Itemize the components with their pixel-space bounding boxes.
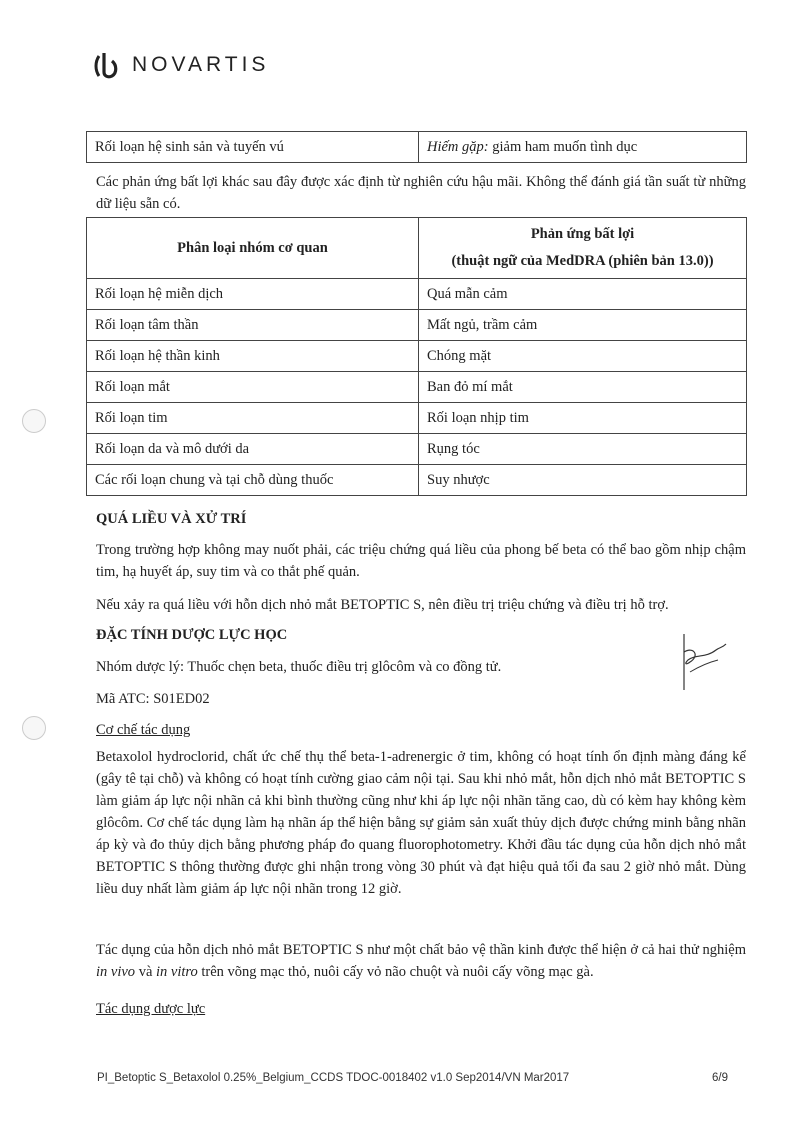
- reaction-cell: Rối loạn nhịp tim: [419, 403, 747, 434]
- adverse-reactions-table-top: [86, 131, 747, 163]
- handwritten-initial-signature: [666, 632, 736, 692]
- organ-class-cell: Rối loạn mắt: [87, 372, 419, 403]
- header-reaction-line1: Phản ứng bất lợi: [530, 226, 635, 242]
- mechanism-paragraph-1: Betaxolol hydroclorid, chất ức chế thụ thể beta-1-adrenergic ở tim, không có hoạt tính ổn định màng đáng kể (gây tê tại chỗ) và không có hoạt tính cường giao cảm nội tại. Sau khi nhỏ mắt, hỗn dịch nhỏ mắt BETOPTIC S làm giảm áp lực nội nhãn cả khi bình thường cũng như khi áp lực nội nhãn tăng cao, dù có kèm hay không kèm glôcôm. Cơ chế tác dụng làm hạ nhãn áp thể hiện bằng sự giảm sản xuất thủy dịch được chứng minh bằng nhãn áp kỳ và đo thủy dịch bằng phương pháp đo quang fluorophotometry. Khởi đầu tác dụng của hỗn dịch nhỏ mắt BETOPTIC S thông thường được ghi nhận trong vòng 30 phút và đạt hiệu quả tối đa sau 2 giờ nhỏ mắt. Dùng liều duy nhất làm giảm áp lực nội nhãn trong 12 giờ.: [96, 749, 746, 897]
- organ-class-cell: Rối loạn tim: [87, 403, 419, 434]
- table-row: [87, 372, 747, 403]
- table-row: [87, 434, 747, 465]
- mechanism-paragraph-2: [96, 939, 746, 983]
- organ-class-cell: Các rối loạn chung và tại chỗ dùng thuốc: [87, 465, 419, 496]
- text-span: trên võng mạc thỏ, nuôi cấy vỏ não chuột và nuôi cấy võng mạc gà.: [197, 964, 594, 980]
- reaction-cell: Quá mẫn cảm: [419, 279, 747, 310]
- reaction-text: giảm ham muốn tình dục: [488, 138, 638, 155]
- reaction-cell: [419, 132, 747, 163]
- postmarketing-reactions-table: [86, 217, 747, 496]
- pharmacological-group: Nhóm dược lý: Thuốc chẹn beta, thuốc điều trị glôcôm và co đồng tử.: [96, 659, 502, 675]
- mechanism-heading: Cơ chế tác dụng: [96, 722, 191, 738]
- reaction-cell: Rụng tóc: [419, 434, 747, 465]
- brand-name: NOVARTIS: [132, 53, 270, 76]
- text-span: Tác dụng của hỗn dịch nhỏ mắt BETOPTIC S như một chất bảo vệ thần kinh được thể hiện ở cả hai thử nghiệm: [96, 942, 746, 958]
- header-organ-class: Phân loại nhóm cơ quan: [87, 218, 419, 279]
- reaction-cell: Mất ngủ, trầm cảm: [419, 310, 747, 341]
- novartis-logo: [90, 48, 269, 82]
- header-reaction: [419, 218, 747, 279]
- pharmacodynamics-heading: ĐẶC TÍNH DƯỢC LỰC HỌC: [96, 627, 288, 643]
- table-row: [87, 310, 747, 341]
- reaction-cell: Chóng mặt: [419, 341, 747, 372]
- postmarketing-intro: Các phản ứng bất lợi khác sau đây được xác định từ nghiên cứu hậu mãi. Không thể đánh giá tần suất từ những dữ liệu sẵn có.: [96, 174, 746, 212]
- organ-class-cell: Rối loạn da và mô dưới da: [87, 434, 419, 465]
- overdose-paragraph-2: Nếu xảy ra quá liều với hỗn dịch nhỏ mắt BETOPTIC S, nên điều trị triệu chứng và điều trị hỗ trợ.: [96, 597, 669, 613]
- atc-code: Mã ATC: S01ED02: [96, 691, 210, 707]
- organ-class-cell: Rối loạn tâm thần: [87, 310, 419, 341]
- overdose-paragraph-1: Trong trường hợp không may nuốt phải, các triệu chứng quá liều của phong bế beta có thể bao gồm nhịp chậm tim, hạ huyết áp, suy tim và co thắt phế quản.: [96, 542, 746, 580]
- table-row: [87, 279, 747, 310]
- effects-heading: Tác dụng dược lực: [96, 1001, 206, 1017]
- organ-class-cell: Rối loạn hệ miễn dịch: [87, 279, 419, 310]
- overdose-heading: QUÁ LIỀU VÀ XỬ TRÍ: [96, 511, 247, 527]
- frequency-label: Hiếm gặp:: [427, 138, 489, 155]
- text-span: và: [135, 964, 156, 980]
- organ-class-cell: Rối loạn hệ sinh sản và tuyến vú: [87, 132, 419, 163]
- table-row: [87, 403, 747, 434]
- reaction-cell: Suy nhược: [419, 465, 747, 496]
- table-row: [87, 132, 747, 163]
- header-reaction-line2: (thuật ngữ của MedDRA (phiên bản 13.0)): [451, 253, 714, 269]
- reaction-cell: Ban đỏ mí mắt: [419, 372, 747, 403]
- table-row: [87, 341, 747, 372]
- organ-class-cell: Rối loạn hệ thần kinh: [87, 341, 419, 372]
- table-header-row: [87, 218, 747, 279]
- document-reference: PI_Betoptic S_Betaxolol 0.25%_Belgium_CCDS TDOC-0018402 v1.0 Sep2014/VN Mar2017: [97, 1072, 570, 1084]
- in-vivo-term: in vivo: [96, 964, 136, 980]
- page-number: 6/9: [712, 1072, 728, 1084]
- punch-hole-decoration: [22, 716, 46, 740]
- novartis-flame-icon: [90, 48, 124, 82]
- table-row: [87, 465, 747, 496]
- punch-hole-decoration: [22, 409, 46, 433]
- in-vitro-term: in vitro: [156, 964, 198, 980]
